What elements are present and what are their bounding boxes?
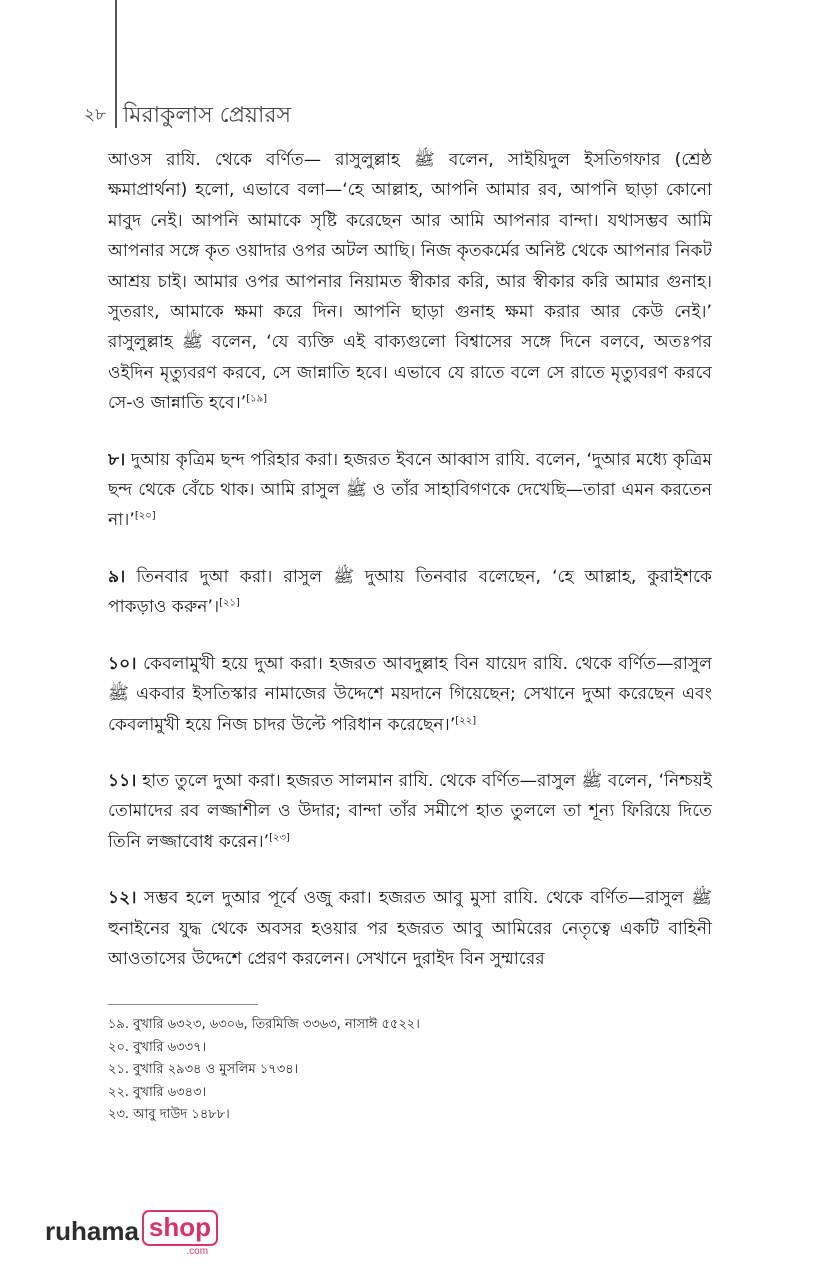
body-text <box>108 145 712 1000</box>
paragraph-text: তিনবার দুআ করা। রাসুল ﷺ দুআয় তিনবার বলেছেন, ‘হে আল্লাহ, কুরাইশকে পাকড়াও করুন’। <box>108 566 713 618</box>
page-number: ২৮ <box>84 105 107 125</box>
list-item <box>108 562 712 623</box>
footnote-ref: [২৩] <box>269 831 290 843</box>
paragraph-text: আওস রাযি. থেকে বর্ণিত— রাসুলুল্লাহ ﷺ বলেন, সাইয়িদুল ইসতিগফার (শ্রেষ্ঠ ক্ষমাপ্রার্থনা) হলো, এভাবে বলা—‘হে আল্লাহ, আপনি আমার রব, আপনি ছাড়া কোনো মাবুদ নেই। আপনি আমাকে সৃষ্টি করেছেন আর আমি আপনার বান্দা। যথাসম্ভব আমি আপনার সঙ্গে কৃত ওয়াদার ওপর অটল আছি। নিজ কৃতকর্মের অনিষ্ট থেকে আপনার নিকট আশ্রয় চাই। আমার ওপর আপনার নিয়ামত স্বীকার করি, আর স্বীকার করি আমার গুনাহ। সুতরাং, আমাকে ক্ষমা করে দিন। আপনি ছাড়া গুনাহ ক্ষমা করার আর কেউ নেই।’ রাসুলুল্লাহ ﷺ বলেন, ‘যে ব্যক্তি এই বাক্যগুলো বিশ্বাসের সঙ্গে দিনে বলবে, অতঃপর ওইদিন মৃত্যুবরণ করবে, সে জান্নাতি হবে। এভাবে যে রাতে বলে সে রাতে মৃত্যুবরণ করবে সে-ও জান্নাতি হবে।’ <box>108 150 712 414</box>
item-number: ১০। <box>108 653 137 674</box>
footnote-divider <box>108 1004 258 1005</box>
paragraph-text: হাত তুলে দুআ করা। হজরত সালমান রাযি. থেকে বর্ণিত—রাসুল ﷺ বলেন, ‘নিশ্চয়ই তোমাদের রব লজ্জাশীল ও উদার; বান্দা তাঁর সমীপে হাত তুললে তা শূন্য ফিরিয়ে দিতে তিনি লজ্জাবোধ করেন।’ <box>108 770 712 852</box>
footnote: ২০. বুখারি ৬৩৩৭। <box>108 1039 207 1055</box>
ruhamashop-logo <box>45 1210 218 1257</box>
logo-word: ruhama <box>45 1216 139 1246</box>
item-number: ১১। <box>108 770 137 791</box>
item-number: ৯। <box>108 566 126 587</box>
paragraph-text: কেবলামুখী হয়ে দুআ করা। হজরত আবদুল্লাহ বিন যায়েদ রাযি. থেকে বর্ণিত—রাসুল ﷺ একবার ইসতিস্কার নামাজের উদ্দেশে ময়দানে গিয়েছেন; সেখানে দুআ করেছেন এবং কেবলামুখী হয়ে নিজ চাদর উল্টে পরিধান করেছেন।’ <box>108 653 712 735</box>
paragraph-text: সম্ভব হলে দুআর পূর্বে ওজু করা। হজরত আবু মুসা রাযি. থেকে বর্ণিত—রাসুল ﷺ হুনাইনের যুদ্ধ থেকে অবসর হওয়ার পর হজরত আবু আমিরের নেতৃত্বে একটি বাহিনী আওতাসের উদ্দেশে প্রেরণ করলেন। সেখানে দুরাইদ বিন সুম্মারের <box>108 888 712 969</box>
item-number: ১২। <box>108 888 137 909</box>
footnote-ref: [২২] <box>455 714 477 726</box>
list-item <box>108 883 712 974</box>
footnote-ref: [২০] <box>134 510 156 522</box>
logo-shop-box <box>142 1210 218 1257</box>
footnote-ref: [২১] <box>219 597 240 609</box>
paragraph <box>108 145 712 419</box>
footnotes <box>108 1014 420 1127</box>
logo-shop: shop <box>148 1212 212 1242</box>
footnote: ২৩. আবু দাউদ ১৪৮৮। <box>108 1107 230 1122</box>
footnote: ১৯. বুখারি ৬৩২৩, ৬৩০৬, তিরমিজি ৩৩৬৩, নাসাঈ ৫৫২২। <box>108 1017 420 1032</box>
running-title: মিরাকুলাস প্রেয়ারস <box>123 103 292 128</box>
list-item <box>108 766 712 857</box>
footnote: ২১. বুখারি ২৯৩৪ ও মুসলিম ১৭৩৪। <box>108 1062 299 1077</box>
item-number: ৮। <box>108 449 126 470</box>
footnote: ২২. বুখারি ৬৩৪৩। <box>108 1084 207 1100</box>
header-vertical-rule <box>115 0 117 128</box>
footnote-ref: [১৯] <box>246 393 267 405</box>
list-item <box>108 445 712 536</box>
list-item <box>108 649 712 740</box>
paragraph-text: দুআয় কৃত্রিম ছন্দ পরিহার করা। হজরত ইবনে আব্বাস রাযি. বলেন, ‘দুআর মধ্যে কৃত্রিম ছন্দ থেকে বেঁচে থাক। আমি রাসুল ﷺ ও তাঁর সাহাবিগণকে দেখেছি—তারা এমন করতেন না।’ <box>108 449 712 531</box>
logo-domain: .com <box>186 1246 209 1257</box>
